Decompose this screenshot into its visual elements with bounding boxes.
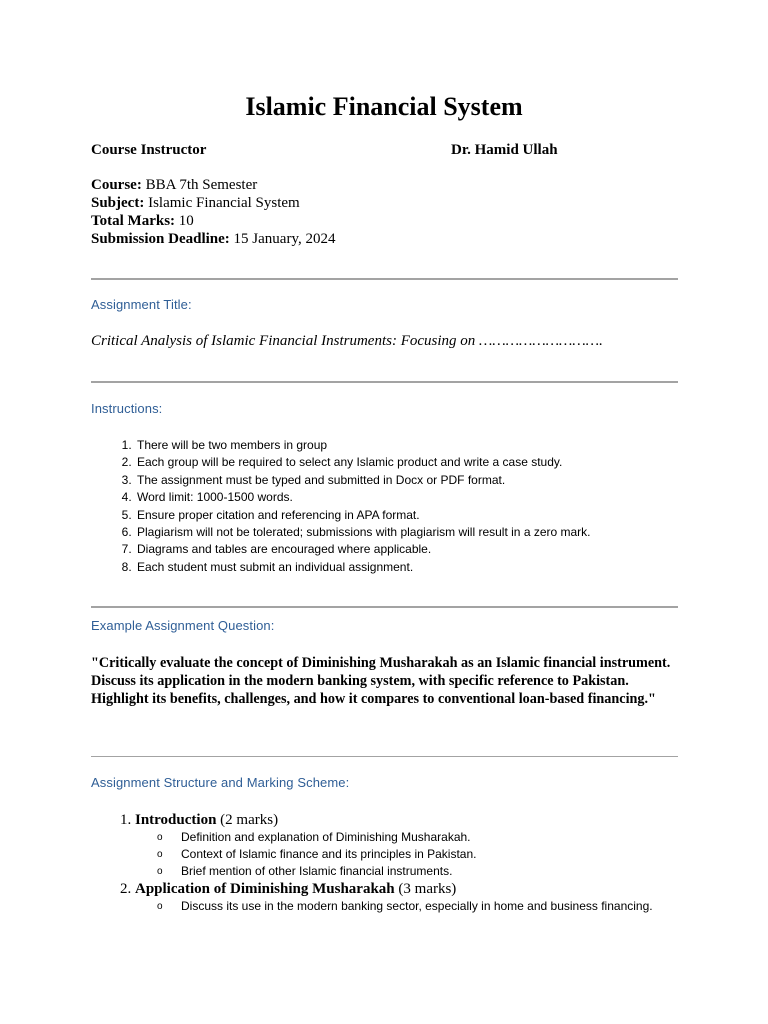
document-title: Islamic Financial System bbox=[245, 92, 523, 121]
circle-bullet-icon: o bbox=[157, 832, 163, 843]
list-item: 1. There will be two members in group bbox=[135, 437, 725, 454]
list-item: 5. Ensure proper citation and referencing in APA format. bbox=[135, 507, 725, 524]
instructor-label: Course Instructor bbox=[91, 142, 207, 158]
list-item: 7. Diagrams and tables are encouraged where applicable. bbox=[135, 541, 725, 558]
instructor-name: Dr. Hamid Ullah bbox=[451, 142, 558, 158]
assignment-title-heading: Assignment Title: bbox=[91, 297, 192, 312]
meta-value: 15 January, 2024 bbox=[229, 231, 336, 247]
instructions-heading: Instructions: bbox=[91, 401, 163, 416]
list-item: 4. Word limit: 1000-1500 words. bbox=[135, 489, 725, 506]
meta-value: BBA 7th Semester bbox=[141, 177, 258, 193]
sub-point: Definition and explanation of Diminishing Musharakah. bbox=[181, 830, 471, 844]
circle-bullet-icon: o bbox=[157, 901, 163, 912]
marking-scheme-list bbox=[91, 811, 735, 915]
sub-point: Context of Islamic finance and its principles in Pakistan. bbox=[181, 847, 477, 861]
list-item: 8. Each student must submit an individual assignment. bbox=[135, 559, 725, 576]
divider bbox=[91, 381, 678, 383]
scheme-item-introduction bbox=[135, 811, 735, 880]
meta-value: Islamic Financial System bbox=[144, 195, 300, 211]
scheme-item-title: Introduction bbox=[135, 812, 217, 828]
meta-total-marks bbox=[91, 212, 335, 230]
meta-label: Submission Deadline: bbox=[91, 231, 230, 247]
list-item bbox=[135, 863, 735, 880]
list-item: 6. Plagiarism will not be tolerated; submissions with plagiarism will result in a zero mark. bbox=[135, 524, 725, 541]
course-meta bbox=[91, 176, 335, 248]
circle-bullet-icon: o bbox=[157, 849, 163, 860]
divider bbox=[91, 606, 678, 608]
sub-list bbox=[135, 898, 735, 915]
list-item bbox=[135, 898, 735, 915]
assignment-title: Critical Analysis of Islamic Financial Instruments: Focusing on ………………………. bbox=[91, 333, 603, 349]
meta-value: 10 bbox=[175, 213, 194, 229]
meta-label: Total Marks: bbox=[91, 213, 176, 229]
divider bbox=[91, 756, 678, 757]
list-item bbox=[135, 829, 735, 846]
course-instructor-row bbox=[91, 142, 691, 159]
scheme-item-title: Application of Diminishing Musharakah bbox=[135, 881, 395, 897]
scheme-item-marks: (2 marks) bbox=[216, 812, 279, 828]
structure-heading: Assignment Structure and Marking Scheme: bbox=[91, 775, 350, 790]
meta-label: Course: bbox=[91, 177, 142, 193]
scheme-item-marks: (3 marks) bbox=[394, 881, 457, 897]
sub-list bbox=[135, 829, 735, 880]
meta-deadline bbox=[91, 230, 335, 248]
sub-point: Brief mention of other Islamic financial instruments. bbox=[181, 864, 453, 878]
meta-subject bbox=[91, 194, 335, 212]
meta-label: Subject: bbox=[91, 195, 145, 211]
list-item bbox=[135, 846, 735, 863]
divider bbox=[91, 278, 678, 280]
circle-bullet-icon: o bbox=[157, 866, 163, 877]
sub-point: Discuss its use in the modern banking sector, especially in home and business financing. bbox=[181, 899, 653, 913]
list-item: 3. The assignment must be typed and submitted in Docx or PDF format. bbox=[135, 472, 725, 489]
scheme-item-application bbox=[135, 880, 735, 915]
example-question: "Critically evaluate the concept of Diminishing Musharakah as an Islamic financial instrument. Discuss its application in the modern banking system, with specific reference to Pakistan. Highlight its benefits, challenges, and how it compares to conventional loan-based financing." bbox=[91, 655, 671, 708]
instructions-list bbox=[91, 437, 725, 576]
example-question-heading: Example Assignment Question: bbox=[91, 618, 275, 633]
meta-course bbox=[91, 176, 335, 194]
list-item: 2. Each group will be required to select any Islamic product and write a case study. bbox=[135, 454, 725, 471]
